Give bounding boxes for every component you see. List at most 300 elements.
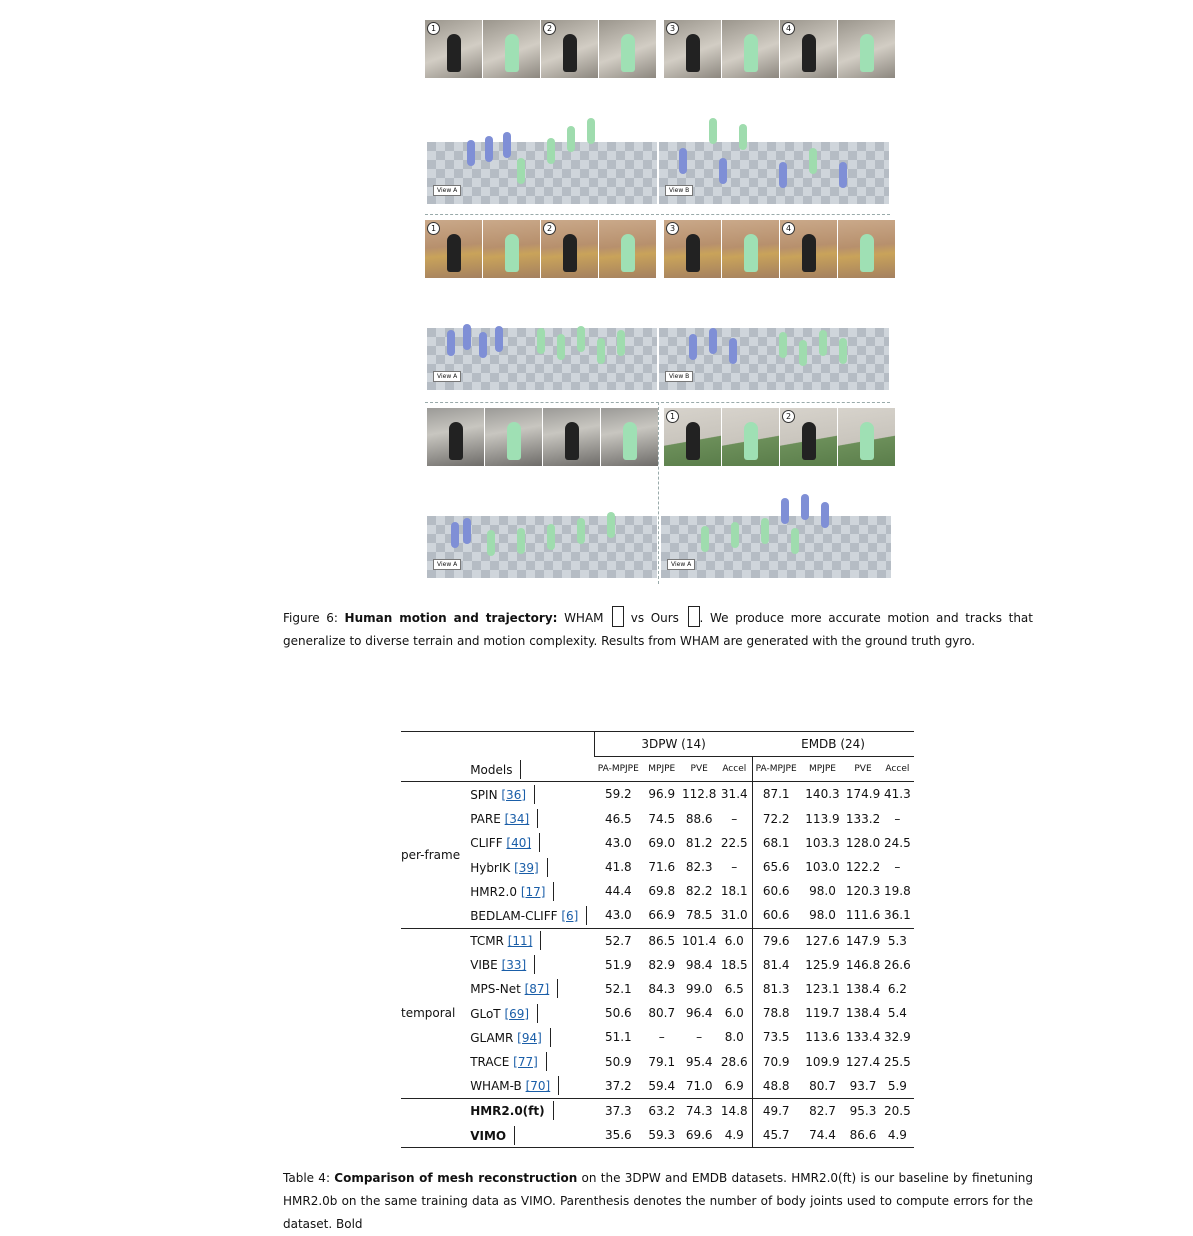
mesh-silhouette [621,234,635,272]
ours-mesh [537,328,545,354]
metric-value: 48.8 [762,1078,790,1093]
model-name: MPS-Net [470,982,525,997]
citation-link[interactable]: [77] [513,1055,538,1070]
video-frame [780,20,837,78]
caption-text: vs Ours [624,611,686,625]
metric-value: 74.3 [681,1098,717,1123]
metric-value: 5.9 [887,1078,907,1093]
citation-link[interactable]: [70] [525,1079,551,1094]
caption-text: WHAM [557,611,611,625]
model-name-cell [466,1001,594,1025]
model-name-cell [466,807,594,831]
metric-value: 50.6 [604,1006,632,1021]
caption-prefix: Figure 6: [283,611,345,625]
frame-number-badge: 3 [666,22,679,35]
metric-header: Accel [885,764,910,775]
metric-value: 52.7 [595,928,643,953]
metric-value: 95.4 [685,1054,713,1069]
metric-value: 6.0 [717,928,752,953]
model-name-cell [466,879,594,903]
checkerboard-floor [427,516,657,578]
person-silhouette [565,422,579,460]
ours-mesh [577,518,585,544]
metric-value: 99.0 [685,981,713,996]
frame-number-badge: 1 [666,410,679,423]
metric-value: 133.2 [845,811,881,826]
checkerboard-floor [661,516,891,578]
metric-value: 43.0 [604,835,632,850]
metric-value: 78.8 [762,1006,790,1021]
person-silhouette [686,34,700,72]
person-silhouette [447,34,461,72]
video-frame [664,20,721,78]
mesh-overlay-frame [722,408,779,466]
metric-value: 46.5 [604,811,632,826]
checkerboard-floor [427,142,657,204]
metric-value: 59.2 [595,782,643,807]
metric-value: 138.4 [845,981,881,996]
metric-value: 52.1 [604,981,632,996]
row-rule [550,1028,551,1047]
metric-value: 6.9 [717,1074,752,1099]
frame-number-badge: 2 [543,22,556,35]
wham-color-swatch [612,606,624,627]
metric-value: 78.5 [685,908,713,923]
metric-value: – [696,1030,703,1045]
caption-text: on the 3DPW and EMDB datasets. HMR2.0(ft) is our baseline by finetuning HMR2.0b on the same training data as VIMO. Parenthesis denotes the number of body joints used to compute errors for the dataset. Bold [283,1171,1034,1231]
metric-value: 69.6 [681,1123,717,1148]
metric-value: 51.1 [604,1030,632,1045]
metric-value: 74.5 [648,811,676,826]
table-caption [283,1167,1033,1236]
frame-strip-3 [427,408,895,466]
metric-value: 18.5 [717,953,752,977]
metric-value: 51.9 [604,957,632,972]
citation-link[interactable]: [39] [514,860,539,875]
citation-link[interactable]: [11] [507,934,533,949]
video-frame [427,408,484,466]
model-name-cell [466,782,594,807]
metric-value: 174.9 [845,782,881,807]
mesh-overlay-frame [838,408,895,466]
metric-value: 59.3 [642,1123,681,1148]
mesh-overlay-frame [601,408,658,466]
view-label: View A [433,559,461,570]
metric-value: 81.3 [762,981,790,996]
mesh-silhouette [623,422,637,460]
ours-mesh [557,334,565,360]
header-rule [520,760,521,779]
table-row [401,953,914,977]
metric-value: 31.0 [717,903,752,928]
table-row [401,807,914,831]
metric-value: 41.8 [604,860,632,875]
metric-value: 28.6 [717,1049,752,1073]
metric-value: 18.1 [717,879,752,903]
group-header-row [401,732,914,757]
person-silhouette [447,234,461,272]
metric-value: 82.2 [685,884,713,899]
wham-mesh [479,332,487,358]
metric-header: MPJPE [809,764,836,775]
metric-value: 22.5 [717,831,752,855]
metric-value: 122.2 [845,860,881,875]
figure-caption [283,606,1033,653]
citation-link[interactable]: [69] [504,1006,530,1021]
mesh-silhouette [860,34,874,72]
video-frame [425,220,482,278]
wham-mesh [451,522,459,548]
citation-link[interactable]: [34] [504,812,530,827]
frame-number-badge: 1 [427,22,440,35]
row-rule [546,1052,547,1071]
model-name-cell [466,1074,594,1099]
metric-value: 6.5 [717,977,752,1001]
model-name-cell [466,831,594,855]
metric-value: 26.6 [884,957,911,972]
model-name-cell [466,1098,594,1123]
row-rule [540,931,541,950]
metric-value: 109.9 [805,1054,840,1069]
metric-value: 73.5 [762,1030,790,1045]
ours-mesh [819,330,827,356]
scene-view-a-4 [661,492,891,578]
metric-value: 147.9 [845,928,881,953]
ours-mesh [709,118,717,144]
metric-value: 95.3 [845,1098,881,1123]
checkerboard-floor [659,142,889,204]
mesh-overlay-frame [599,20,656,78]
ours-mesh [487,530,495,556]
metric-value: 80.7 [809,1078,836,1093]
metric-value: 45.7 [752,1123,800,1148]
ours-mesh [701,526,709,552]
scene-view-b-1 [659,118,889,204]
ours-mesh [547,138,555,164]
citation-link[interactable]: [87] [524,982,550,997]
table-row [401,1123,914,1148]
model-name: HybrIK [470,860,515,875]
frame-number-badge: 4 [782,22,795,35]
model-name-cell [466,1123,594,1148]
wham-mesh [463,518,471,544]
metric-header: PA-MPJPE [597,764,639,775]
metric-value: 98.0 [809,908,836,923]
metric-value: 59.4 [648,1078,676,1093]
metric-value: 31.4 [717,782,752,807]
ours-mesh [739,124,747,150]
ours-mesh [607,512,615,538]
ours-mesh [517,158,525,184]
metric-value: – [894,860,901,875]
model-name: GLAMR [470,1030,518,1045]
metric-value: 37.2 [604,1078,632,1093]
metric-value: 86.6 [845,1123,881,1148]
person-silhouette [802,34,816,72]
ours-mesh [547,524,555,550]
metric-value: 125.9 [805,957,840,972]
category-empty [401,1098,466,1147]
metric-value: 82.7 [800,1098,846,1123]
wham-mesh [801,494,809,520]
row-rule [586,906,587,925]
metric-header: PVE [854,764,872,775]
metric-value: 24.5 [884,835,911,850]
model-name: PARE [470,812,505,827]
metric-value: 96.9 [642,782,681,807]
table-row [401,1025,914,1049]
model-name: CLIFF [470,836,507,851]
video-frame [543,408,600,466]
wham-mesh [779,162,787,188]
group-header-emdb: EMDB (24) [752,732,914,757]
metric-value: 113.9 [805,811,840,826]
frame-strip-1 [425,20,895,78]
person-silhouette [449,422,463,460]
citation-link[interactable]: [6] [561,908,579,923]
metric-value: 36.1 [884,908,911,923]
wham-mesh [463,324,471,350]
mesh-silhouette [505,34,519,72]
metric-value: 81.2 [685,835,713,850]
metric-value: 49.7 [752,1098,800,1123]
wham-mesh [839,162,847,188]
scene-view-a-2 [427,304,657,390]
view-label: View B [665,185,693,196]
view-label: View B [665,371,693,382]
row-rule [539,833,540,852]
ours-mesh [809,148,817,174]
metric-value: 72.2 [762,811,790,826]
metric-value: – [658,1030,665,1045]
metric-value: 103.0 [805,860,840,875]
metric-value: 43.0 [604,908,632,923]
metric-value: 25.5 [884,1054,911,1069]
model-name-cell [466,1049,594,1073]
table-row [401,879,914,903]
citation-link[interactable]: [40] [506,836,532,851]
metric-value: 8.0 [717,1025,752,1049]
metric-value: 37.3 [595,1098,643,1123]
mesh-silhouette [744,234,758,272]
table-row [401,977,914,1001]
person-silhouette [563,234,577,272]
citation-link[interactable]: [36] [501,787,527,802]
video-frame [664,408,721,466]
citation-link[interactable]: [17] [520,884,546,899]
ours-mesh [577,326,585,352]
metric-value: 66.9 [648,908,676,923]
frame-number-badge: 4 [782,222,795,235]
metric-value: 140.3 [800,782,846,807]
video-frame [425,20,482,78]
video-frame [780,408,837,466]
metric-value: 19.8 [884,884,911,899]
table-row [401,928,914,953]
metric-value: 74.4 [800,1123,846,1148]
metric-value: 98.4 [685,957,713,972]
metric-value: 71.6 [648,860,676,875]
metric-value: 80.7 [648,1006,676,1021]
metric-value: 71.0 [685,1078,713,1093]
metric-value: – [894,811,901,826]
metric-value: 20.5 [881,1098,914,1123]
metric-value: 111.6 [845,908,881,923]
model-name: HMR2.0 [470,884,521,899]
row-rule [553,882,554,901]
frame-number-badge: 3 [666,222,679,235]
metric-value: 44.4 [604,884,632,899]
caption-bold: Human motion and trajectory: [344,611,558,625]
metric-value: 32.9 [884,1030,911,1045]
wham-mesh [689,334,697,360]
ours-mesh [567,126,575,152]
metric-header: MPJPE [648,764,676,775]
row-rule [514,1126,515,1145]
table-row [401,1074,914,1099]
metric-value: 96.4 [685,1006,713,1021]
metric-value: 146.8 [845,957,881,972]
ours-mesh [597,338,605,364]
metric-value: 65.6 [762,860,790,875]
metric-value: 86.5 [642,928,681,953]
temporal-group [401,928,914,1098]
wham-mesh [485,136,493,162]
metric-header: PVE [690,764,708,775]
person-silhouette [802,422,816,460]
citation-link[interactable]: [33] [501,958,527,973]
metric-value: 82.3 [685,860,713,875]
metric-value: 138.4 [845,1006,881,1021]
mesh-silhouette [744,34,758,72]
metric-value: 69.8 [648,884,676,899]
citation-link[interactable]: [94] [517,1030,542,1045]
category-label: per-frame [401,782,466,928]
scene-view-a-1 [427,118,657,204]
metric-value: – [717,807,752,831]
metric-value: 35.6 [595,1123,643,1148]
metric-value: 133.4 [845,1030,881,1045]
caption-text: . We produce more accurate motion and tracks that generalize to diverse terrain and motion complexity. Results from WHAM are generated with the ground truth gyro. [283,611,1033,648]
ours-group [401,1098,914,1147]
wham-mesh [467,140,475,166]
category-label: temporal [401,928,466,1098]
mesh-overlay-frame [485,408,542,466]
table-row [401,831,914,855]
mesh-silhouette [860,422,874,460]
metric-value: 5.4 [887,1006,907,1021]
wham-mesh [781,498,789,524]
table-row [401,1098,914,1123]
row-rule [534,785,535,804]
model-name-cell [466,977,594,1001]
metric-value: 119.7 [805,1006,840,1021]
model-name: VIMO [470,1128,507,1143]
model-name: SPIN [470,787,502,802]
ours-mesh [617,330,625,356]
view-label: View A [433,371,461,382]
results-table [401,731,914,1148]
video-frame [664,220,721,278]
row-rule [534,955,535,974]
wham-mesh [495,326,503,352]
table-row [401,855,914,879]
metric-value: 98.0 [809,884,836,899]
video-frame [541,220,598,278]
metric-value: 69.0 [648,835,676,850]
metric-value: 127.4 [845,1054,881,1069]
metric-value: 113.6 [805,1030,840,1045]
metric-value: 128.0 [845,835,881,850]
table-row [401,1049,914,1073]
view-label: View A [433,185,461,196]
video-frame [780,220,837,278]
model-name: GLoT [470,1006,505,1021]
mesh-silhouette [744,422,758,460]
metric-value: 112.8 [681,782,717,807]
section-divider [425,214,890,215]
metric-value: 120.3 [845,884,881,899]
metric-value: 101.4 [681,928,717,953]
metric-value: 127.6 [800,928,846,953]
metric-value: 79.1 [648,1054,676,1069]
model-name-cell [466,903,594,928]
wham-mesh [679,148,687,174]
metric-header-row [401,757,914,782]
wham-mesh [447,330,455,356]
mesh-silhouette [860,234,874,272]
metric-value: 4.9 [881,1123,914,1148]
metric-value: 6.0 [717,1001,752,1025]
person-silhouette [563,34,577,72]
ours-mesh [799,340,807,366]
figure-6 [425,18,890,584]
ours-mesh [779,332,787,358]
metric-value: 60.6 [762,908,790,923]
metric-value: 84.3 [648,981,676,996]
person-silhouette [802,234,816,272]
metric-value: 63.2 [642,1098,681,1123]
frame-number-badge: 2 [782,410,795,423]
ours-mesh [791,528,799,554]
model-name: WHAM-B [470,1079,526,1094]
metric-value: 50.9 [604,1054,632,1069]
row-rule [557,979,558,998]
wham-mesh [729,338,737,364]
metric-header: PA-MPJPE [755,764,797,775]
ours-mesh [731,522,739,548]
model-name: VIBE [470,958,502,973]
model-name: TCMR [470,934,508,949]
metric-value: 4.9 [717,1123,752,1148]
wham-mesh [821,502,829,528]
ours-mesh [839,338,847,364]
frame-strip-2 [425,220,895,278]
mesh-overlay-frame [483,220,540,278]
model-name: HMR2.0(ft) [470,1104,545,1119]
mesh-silhouette [505,234,519,272]
mesh-overlay-frame [722,220,779,278]
model-name: BEDLAM-CLIFF [470,908,562,923]
scene-view-a-3 [427,492,657,578]
metric-value: 81.4 [762,957,790,972]
caption-prefix: Table 4: [283,1171,335,1185]
metric-value: 88.6 [685,811,713,826]
metric-value: 82.9 [648,957,676,972]
row-rule [547,858,548,877]
view-label: View A [667,559,695,570]
row-rule [537,809,538,828]
